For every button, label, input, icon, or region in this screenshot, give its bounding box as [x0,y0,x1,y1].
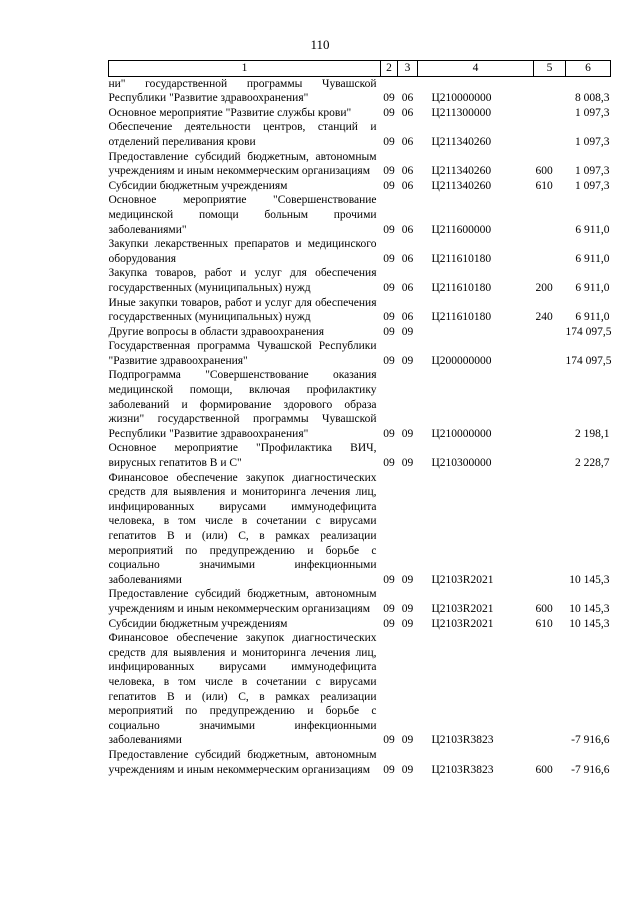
target-article-code: Ц210000000 [431,427,492,440]
target-article-code: Ц210000000 [431,92,492,105]
subsection-code: 09 [401,354,414,367]
target-article-code: Ц211610180 [431,311,492,324]
expense-type-code [534,120,566,149]
item-name: ни" государственной программы Чувашской Республики "Развитие здравоохранения" [108,77,377,105]
subsection-code: 09 [401,602,414,615]
amount: 10 145,3 [569,617,610,630]
section-code: 09 [383,734,395,747]
section-code: 09 [383,573,395,586]
section-code: 09 [383,457,395,470]
section-code: 09 [383,281,395,294]
table-row [109,179,611,194]
section-code: 09 [383,165,395,178]
header-col-1: 1 [109,61,381,77]
expense-type-code: 240 [535,311,553,324]
item-name: Обеспечение деятельности центров, станций и отделений переливания крови [108,121,377,148]
item-name: Субсидии бюджетным учреждениям [108,617,288,630]
subsection-code: 06 [401,135,414,148]
amount: 6 911,0 [575,252,610,265]
table-row [109,617,611,632]
amount: 6 911,0 [575,281,610,294]
expense-type-code: 610 [535,179,553,192]
item-name: Другие вопросы в области здравоохранения [108,325,324,338]
target-article-code: Ц2103R3823 [431,763,494,776]
item-name: Предоставление субсидий бюджетным, автономным учреждениям и иным некоммерческим организациям [108,588,377,615]
section-code: 09 [383,325,395,338]
header-col-2: 2 [381,61,398,77]
item-name: Закупки лекарственных препаратов и медицинского оборудования [108,238,377,265]
amount: -7 916,6 [571,734,610,747]
table-row [109,631,611,748]
table-row [109,237,611,266]
item-name: Закупка товаров, работ и услуг для обеспечения государственных (муниципальных) нужд [108,267,377,294]
amount: 2 228,7 [575,457,610,470]
table-row [109,471,611,588]
expense-type-code [534,193,566,237]
expense-type-code [534,471,566,588]
subsection-code: 09 [401,734,414,747]
amount: 1 097,3 [575,106,610,119]
target-article-code [418,325,534,340]
target-article-code: Ц2103R2021 [431,573,494,586]
item-name: Субсидии бюджетным учреждениям [108,179,288,192]
amount: 10 145,3 [569,602,610,615]
expense-type-code: 610 [535,617,553,630]
amount: 8 008,3 [575,92,610,105]
item-name: Подпрограмма "Совершенствование оказания медицинской помощи, включая профилактику заболеваний и формирование здорового образа жизни" государственной программы Чувашской Республики "Развитие здравоохранения" [108,369,377,440]
table-row [109,150,611,179]
header-col-3: 3 [398,61,418,77]
table-body [109,76,611,777]
section-code: 09 [383,617,395,630]
page-number: 110 [310,37,330,52]
table-header [109,61,611,77]
target-article-code: Ц200000000 [431,354,492,367]
expense-type-code: 600 [535,602,553,615]
section-code: 09 [383,106,395,119]
item-name: Основное мероприятие "Развитие службы крови" [108,106,352,119]
expense-type-code: 200 [535,281,553,294]
amount: 1 097,3 [575,135,610,148]
expense-type-code [534,325,566,340]
target-article-code: Ц2103R3823 [431,734,494,747]
target-article-code: Ц211340260 [431,135,492,148]
table-row [109,106,611,121]
item-name: Государственная программа Чувашской Республики "Развитие здравоохранения" [108,340,377,367]
target-article-code: Ц211600000 [431,223,492,236]
expense-type-code: 600 [535,165,553,178]
amount: 174 097,5 [565,354,612,367]
target-article-code: Ц211610180 [431,281,492,294]
target-article-code: Ц210300000 [431,457,492,470]
table-row [109,120,611,149]
item-name: Предоставление субсидий бюджетным, автономным учреждениям и иным некоммерческим организациям [108,748,377,776]
subsection-code: 09 [401,325,414,338]
amount: 6 911,0 [575,311,610,324]
expense-type-code [534,106,566,121]
header-col-4: 4 [418,61,534,77]
amount: 174 097,5 [565,325,612,338]
subsection-code: 06 [401,311,414,324]
item-name: Основное мероприятие "Профилактика ВИЧ, вирусных гепатитов В и С" [108,442,377,470]
section-code: 09 [383,763,395,776]
item-name: Финансовое обеспечение закупок диагностических средств для выявления и мониторинга лечения лиц, инфицированных вирусами иммунодефицита человека, в том числе в сочетании с вирусами гепатитов В и (или) С, в рамках реализации мероприятий по предупреждению и борьбе с социально значимыми инфекционными заболеваниями [108,471,377,586]
amount: 10 145,3 [569,573,610,586]
table-row [109,368,611,441]
item-name: Финансовое обеспечение закупок диагностических средств для выявления и мониторинга лечения лиц, инфицированных вирусами иммунодефицита человека, в том числе в сочетании с вирусами гепатитов В и (или) С, в рамках реализации мероприятий по предупреждению и борьбе с социально значимыми инфекционными заболеваниями [108,632,377,747]
subsection-code: 06 [401,165,414,178]
expense-type-code: 600 [535,763,553,776]
expense-type-code [534,237,566,266]
subsection-code: 09 [401,573,414,586]
subsection-code: 09 [401,457,414,470]
section-code: 09 [383,223,395,236]
header-row [109,61,611,77]
item-name: Иные закупки товаров, работ и услуг для обеспечения государственных (муниципальных) нужд [108,296,377,324]
item-name: Предоставление субсидий бюджетным, автономным учреждениям и иным некоммерческим организациям [108,150,377,178]
amount: 1 097,3 [575,179,610,192]
amount: 2 198,1 [575,427,610,440]
subsection-code: 06 [401,281,414,294]
table-row [109,441,611,470]
expense-type-code [534,441,566,470]
section-code: 09 [383,602,395,615]
subsection-code: 09 [401,617,414,630]
expense-type-code [534,76,566,106]
table-row [109,266,611,295]
section-code: 09 [383,427,395,440]
section-code: 09 [383,252,395,265]
section-code: 09 [383,135,395,148]
subsection-code: 06 [401,223,414,236]
section-code: 09 [383,92,395,105]
subsection-code: 09 [401,763,414,776]
budget-table [108,60,611,777]
table-row [109,587,611,616]
header-col-6: 6 [566,61,611,77]
amount: 6 911,0 [575,223,610,236]
subsection-code: 06 [401,92,414,105]
section-code: 09 [383,354,395,367]
table-row [109,296,611,325]
subsection-code: 06 [401,179,414,192]
target-article-code: Ц2103R2021 [431,602,494,615]
target-article-code: Ц2103R2021 [431,617,494,630]
table-row [109,76,611,106]
section-code: 09 [383,311,395,324]
target-article-code: Ц211340260 [431,179,492,192]
expense-type-code [534,631,566,748]
table-row [109,748,611,777]
target-article-code: Ц211340260 [431,165,492,178]
expense-type-code [534,368,566,441]
target-article-code: Ц211300000 [431,106,492,119]
section-code: 09 [383,179,395,192]
expense-type-code [534,339,566,368]
header-col-5: 5 [534,61,566,77]
subsection-code: 06 [401,252,414,265]
table-row [109,193,611,237]
subsection-code: 06 [401,106,414,119]
target-article-code: Ц211610180 [431,252,492,265]
table-row [109,339,611,368]
table-row [109,325,611,340]
amount: 1 097,3 [575,165,610,178]
subsection-code: 09 [401,427,414,440]
item-name: Основное мероприятие "Совершенствование медицинской помощи больным прочими заболеваниями" [108,194,377,236]
amount: -7 916,6 [571,763,610,776]
